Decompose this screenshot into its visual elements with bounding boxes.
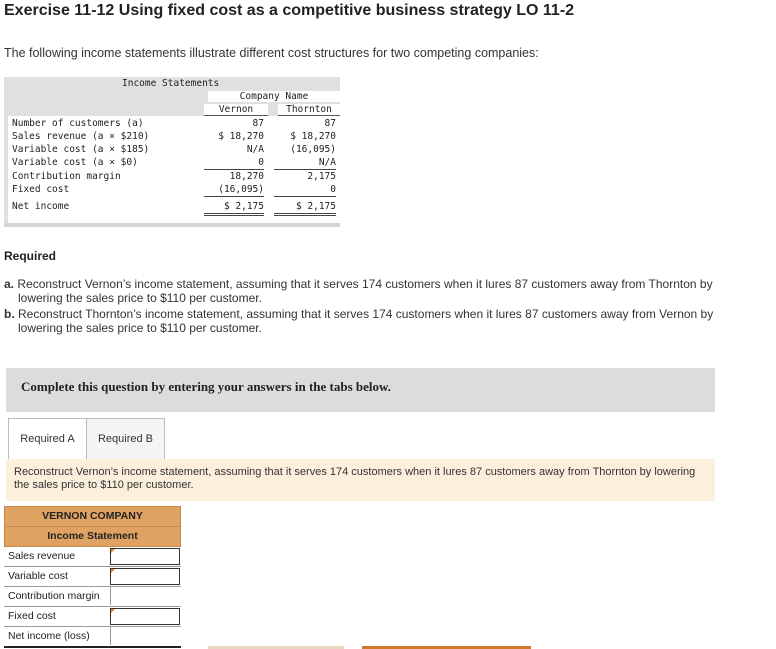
company-name-header: Company Name (208, 91, 340, 102)
required-a-line1: Reconstruct Vernon’s income statement, assuming that it serves 174 customers when it lures 87 customers away from Thornton by (17, 277, 713, 291)
row-label: Contribution margin (12, 171, 121, 182)
thornton-value: 0 (274, 183, 336, 197)
income-statements-header: Income Statements (122, 78, 220, 89)
variable-cost-input[interactable] (110, 568, 180, 585)
thornton-value: (16,095) (290, 144, 336, 155)
income-statements-table (4, 77, 340, 227)
required-heading: Required (4, 249, 57, 263)
thornton-value: 87 (324, 118, 336, 129)
required-b-text (4, 307, 776, 335)
row-label: Variable cost (a × $0) (12, 157, 138, 168)
row-label: Number of customers (a) (12, 118, 144, 129)
row-label: Sales revenue (8, 550, 76, 562)
row-label: Net income (loss) (8, 630, 90, 642)
required-b-line2: lowering the sales price to $110 per customer. (18, 321, 262, 335)
thornton-value: N/A (274, 156, 336, 170)
vernon-value: (16,095) (204, 183, 264, 197)
intro-text: The following income statements illustrate different cost structures for two competing companies: (4, 46, 539, 60)
required-a-text (4, 277, 776, 305)
thornton-value: 2,175 (307, 171, 336, 182)
vernon-value: 0 (204, 156, 264, 170)
table-scrollbar[interactable] (4, 223, 340, 227)
column-thornton: Thornton (278, 104, 340, 116)
required-b-letter: b. (4, 307, 15, 321)
row-label: Fixed cost (12, 184, 70, 195)
answer-table (4, 506, 181, 648)
required-a-letter: a. (4, 277, 15, 291)
complete-prompt-box (6, 368, 715, 412)
vernon-value: N/A (246, 144, 264, 155)
thornton-value: $ 2,175 (274, 200, 336, 216)
instruction-text: Reconstruct Vernon’s income statement, assuming that it serves 174 customers when it lures 87 customers away from Thornton by lowering the sales price to $110 per customer. (14, 466, 696, 491)
answer-row-sales-revenue (4, 547, 181, 567)
thornton-value: $ 18,270 (290, 131, 336, 142)
row-label: Fixed cost (8, 610, 56, 622)
answer-row-variable-cost (4, 567, 181, 587)
complete-prompt: Complete this question by entering your answers in the tabs below. (21, 379, 391, 394)
row-label: Net income (12, 201, 70, 212)
tab-required-b[interactable]: Required B (86, 418, 165, 460)
answer-row-net-income (4, 627, 181, 648)
vernon-value: 87 (252, 118, 264, 129)
contribution-margin-cell (110, 587, 181, 605)
answer-row-contribution-margin (4, 587, 181, 607)
page-title: Exercise 11-12 Using fixed cost as a competitive business strategy LO 11-2 (4, 2, 575, 19)
row-label: Variable cost (8, 570, 68, 582)
vernon-value: $ 2,175 (204, 200, 264, 216)
column-vernon: Vernon (204, 104, 268, 116)
row-label: Variable cost (a × $185) (12, 144, 150, 155)
instruction-box (6, 459, 715, 501)
answer-statement-header: Income Statement (4, 527, 181, 547)
fixed-cost-input[interactable] (110, 608, 180, 625)
required-a-line2: lowering the sales price to $110 per customer. (18, 291, 262, 305)
vernon-value: 18,270 (229, 171, 264, 182)
row-label: Contribution margin (8, 590, 100, 602)
net-income-cell (110, 627, 181, 645)
sales-revenue-input[interactable] (110, 548, 180, 565)
answer-row-fixed-cost (4, 607, 181, 627)
row-label: Sales revenue (a × $210) (12, 131, 150, 142)
answer-company-header: VERNON COMPANY (4, 506, 181, 527)
vernon-value: $ 18,270 (218, 131, 264, 142)
tab-required-a[interactable]: Required A (8, 418, 87, 459)
required-b-line1: Reconstruct Thornton’s income statement, assuming that it serves 174 customers when it lures 87 customers away from Vernon by (18, 307, 714, 321)
